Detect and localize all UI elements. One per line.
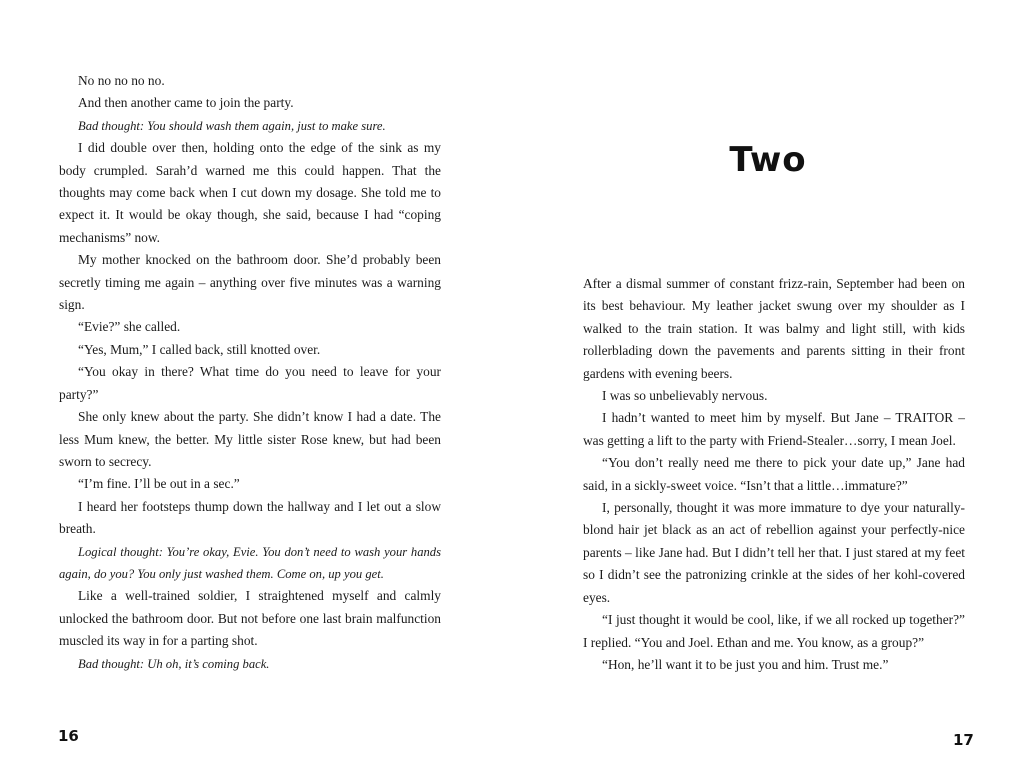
paragraph: “You don’t really need me there to pick your date up,” Jane had said, in a sickly-sweet voice. “Isn’t that a little…immature?”	[583, 455, 965, 493]
paragraph: “Evie?” she called.	[78, 319, 181, 335]
paragraph: And then another came to join the party.	[78, 95, 294, 111]
paragraph: She only knew about the party. She didn’t know I had a date. The less Mum knew, the better. My little sister Rose knew, but had been sworn to secrecy.	[59, 409, 441, 469]
page-number: 17	[953, 731, 974, 749]
paragraph: I was so unbelievably nervous.	[602, 388, 768, 404]
paragraph: I, personally, thought it was more immature to dye your naturally-blond hair jet black as an act of rebellion against your perfectly-nice parents – like Jane had. But I didn’t tell her that. I just stared at my feet so I didn’t see the patronizing crinkle at the sides of her kohl-covered eyes.	[583, 500, 965, 605]
page-number: 16	[58, 727, 79, 745]
paragraph: “Yes, Mum,” I called back, still knotted over.	[78, 341, 321, 357]
left-page-text	[59, 70, 441, 675]
paragraph: I heard her footsteps thump down the hallway and I let out a slow breath.	[59, 498, 441, 537]
opening-paragraph: After a dismal summer of constant frizz-rain, September had been on its best behaviour. My leather jacket swung over my shoulder as I walked to the train station. It was balmy and light still, with kids rollerblading down the pavements and parents sitting in their front gardens with evening beers.	[583, 276, 965, 381]
paragraph: No no no no no.	[78, 73, 165, 88]
bad-thought-paragraph: Bad thought: You should wash them again, just to make sure.	[78, 118, 386, 133]
right-page	[512, 0, 1024, 780]
paragraph: “Hon, he’ll want it to be just you and him. Trust me.”	[602, 656, 889, 672]
paragraph: My mother knocked on the bathroom door. She’d probably been secretly timing me again – anything over five minutes was a warning sign.	[59, 252, 441, 313]
paragraph: Like a well-trained soldier, I straightened myself and calmly unlocked the bathroom door. But not before one last brain malfunction muscled its way in for a parting shot.	[59, 588, 441, 649]
chapter-title: Two	[729, 140, 807, 180]
bad-thought-paragraph: Bad thought: Uh oh, it’s coming back.	[78, 656, 270, 671]
paragraph: I did double over then, holding onto the edge of the sink as my body crumpled. Sarah’d warned me this could happen. That the thoughts may come back when I cut down my dosage. She told me to expect it. It would be okay though, she said, because I had “coping mechanisms” now.	[59, 140, 441, 245]
paragraph: “I’m fine. I’ll be out in a sec.”	[78, 476, 240, 492]
logical-thought-paragraph: Logical thought: You’re okay, Evie. You don’t need to wash your hands again, do you? You only just washed them. Come on, up you get.	[59, 544, 441, 581]
right-page-text	[583, 273, 965, 676]
paragraph: I hadn’t wanted to meet him by myself. But Jane – TRAITOR – was getting a lift to the party with Friend-Stealer…sorry, I mean Joel.	[583, 410, 965, 448]
paragraph: “You okay in there? What time do you need to leave for your party?”	[59, 364, 441, 402]
paragraph: “I just thought it would be cool, like, if we all rocked up together?” I replied. “You and Joel. Ethan and me. You know, as a group?”	[583, 612, 965, 650]
